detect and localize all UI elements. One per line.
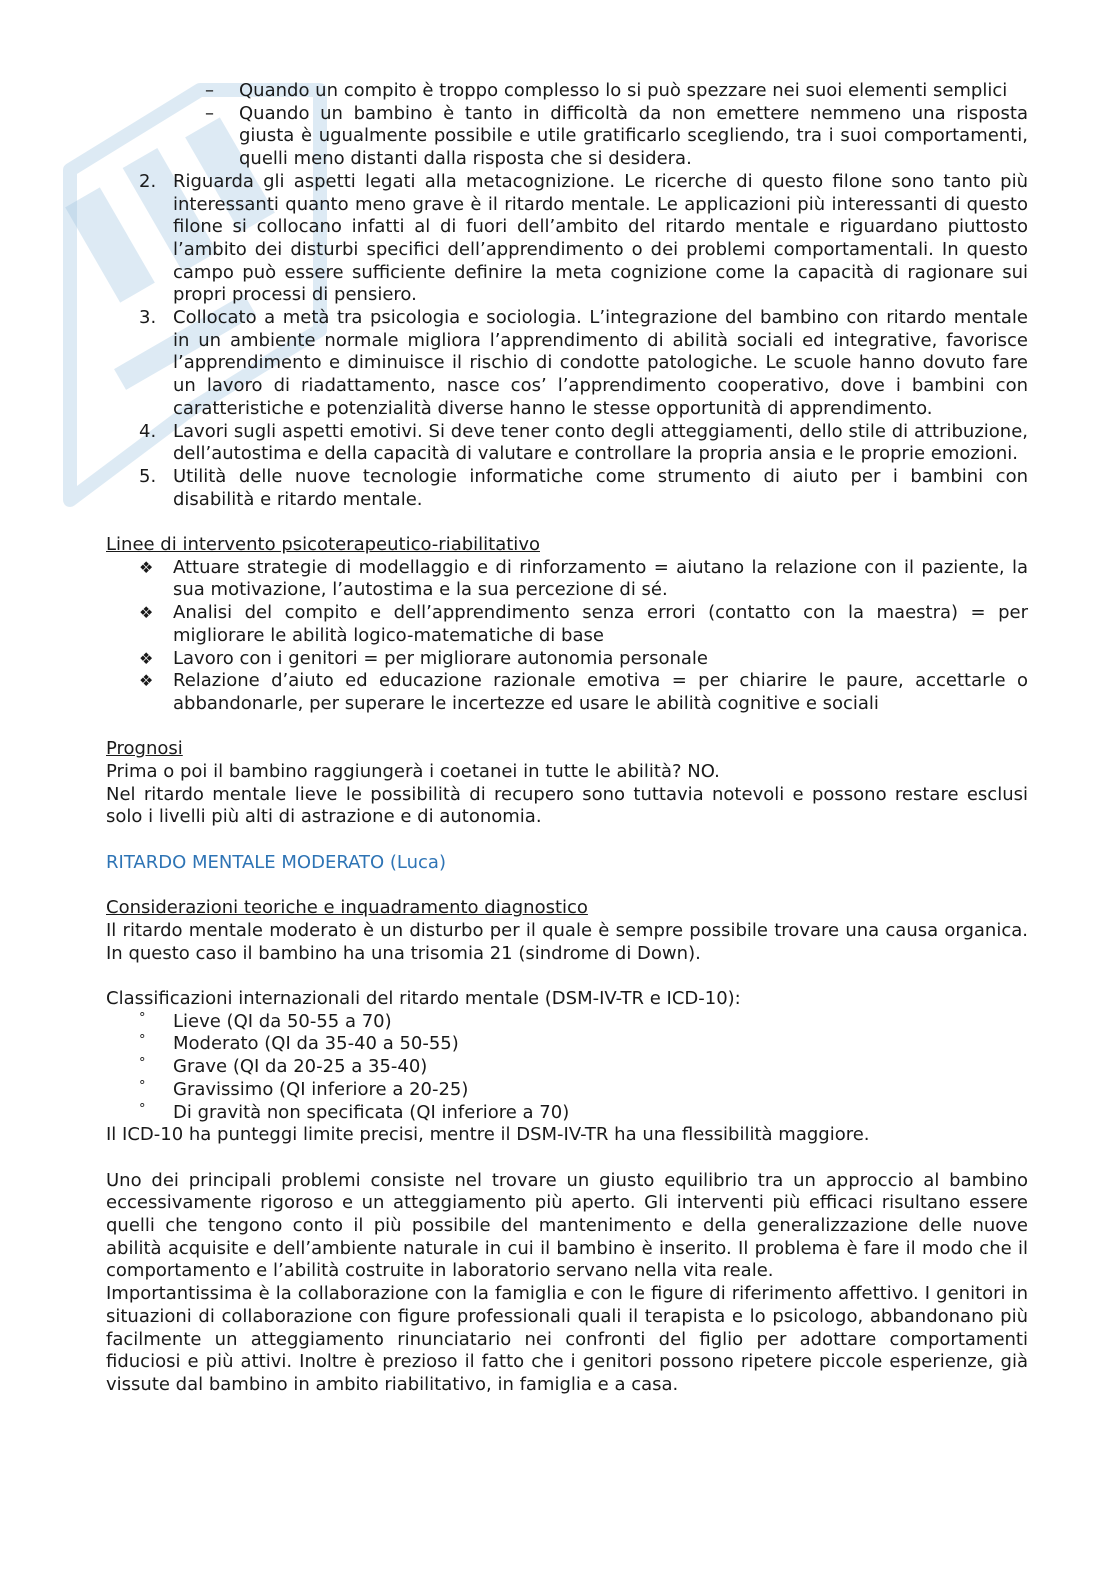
item-number: 5. [139, 465, 157, 487]
classification-note: Il ICD-10 ha punteggi limite precisi, mentre il DSM-IV-TR ha una flessibilità maggiore. [106, 1124, 870, 1146]
item-text: Moderato (QI da 35-40 a 50-55) [173, 1033, 459, 1055]
classification-heading: Classificazioni internazionali del ritardo mentale (DSM-IV-TR e ICD-10): [106, 988, 741, 1010]
item-text: Lieve (QI da 50-55 a 70) [173, 1010, 392, 1032]
item-text: Utilità delle nuove tecnologie informatiche come strumento di aiuto per i bambini con disabilità e ritardo mentale. [173, 465, 1028, 510]
circle-bullet-icon: ° [139, 1033, 146, 1049]
circle-bullet-icon: ° [139, 1078, 146, 1094]
list-item [139, 420, 1028, 466]
item-number: 3. [139, 307, 157, 329]
section-title: RITARDO MENTALE MODERATO (Luca) [106, 851, 446, 873]
numbered-list [106, 171, 1028, 512]
item-text: Relazione d’aiuto ed educazione razionale emotiva = per chiarire le paure, accettarle o abbandonarle, per superare le incertezze ed usare le abilità cognitive e sociali [173, 670, 1028, 714]
item-number: 2. [139, 170, 157, 192]
circle-bullet-icon: ° [139, 1010, 146, 1026]
linee-list [106, 557, 1028, 716]
diamond-bullet-icon: ❖ [139, 671, 154, 691]
item-text: Gravissimo (QI inferiore a 20-25) [173, 1078, 469, 1100]
item-text: Analisi del compito e dell’apprendimento senza errori (contatto con la maestra) = per migliorare le abilità logico-matematiche di base [173, 602, 1028, 646]
prognosi-paragraph: Nel ritardo mentale lieve le possibilità di recupero sono tuttavia notevoli e possono restare esclusi solo i livelli più alti di astrazione e di autonomia. [106, 783, 1028, 828]
item-text: Lavori sugli aspetti emotivi. Si deve tener conto degli atteggiamenti, dello stile di attribuzione, dell’autostima e della capacità di valutare e controllare la propria ansia e le proprie emozioni. [173, 420, 1028, 465]
dash-item-text: Quando un bambino è tanto in difficoltà da non emettere nemmeno una risposta giusta è ugualmente possibile e utile gratificarlo scegliendo, tra i suoi comportamenti, quelli meno distanti dalla risposta che si desidera. [239, 102, 1028, 170]
list-item [205, 80, 1028, 103]
list-item [139, 1101, 1028, 1125]
list-item [139, 1056, 1028, 1079]
circle-bullet-icon: ° [139, 1101, 146, 1117]
list-item [139, 170, 1028, 307]
prognosi-line: Prima o poi il bambino raggiungerà i coetanei in tutte le abilità? NO. [106, 761, 720, 783]
list-item [139, 465, 1028, 511]
list-item [139, 647, 1028, 671]
list-item [139, 556, 1028, 602]
item-text: Grave (QI da 20-25 a 35-40) [173, 1056, 428, 1078]
document-page [106, 80, 1028, 1397]
diamond-bullet-icon: ❖ [139, 557, 154, 577]
item-text: Collocato a metà tra psicologia e sociologia. L’integrazione del bambino con ritardo mentale in un ambiente normale migliora l’apprendimento di abilità sociali ed integrative, favorisce l’apprendimento e diminuisce il rischio di condotte patologiche. Le scuole hanno dovuto fare un lavoro di riadattamento, nasce cos’ l’apprendimento cooperativo, dove i bambini con caratteristiche e potenzialità diverse hanno le stesse opportunità di apprendimento. [173, 307, 1028, 419]
list-item [139, 307, 1028, 421]
dash-bullet-icon: – [205, 102, 214, 124]
dash-bullet-icon: – [205, 80, 214, 101]
list-item [205, 102, 1028, 171]
linee-heading: Linee di intervento psicoterapeutico-riabilitativo [106, 534, 540, 556]
item-text: Attuare strategie di modellaggio e di rinforzamento = aiutano la relazione con il paziente, la sua motivazione, l’autostima e la sua percezione di sé. [173, 556, 1028, 601]
classification-list [106, 1011, 1028, 1125]
item-text: Lavoro con i genitori = per migliorare autonomia personale [173, 647, 708, 669]
dash-list [106, 80, 1028, 171]
item-text: Riguarda gli aspetti legati alla metacognizione. Le ricerche di questo filone sono tanto più interessanti quanto meno grave è il ritardo mentale. Le applicazioni più interessanti di questo filone si collocano infatti al di fuori dell’ambito del ritardo mentale e riguardano piuttosto l’ambito dei disturbi specifici dell’apprendimento o dei problemi comportamentali. In questo campo può essere sufficiente definire la meta cognizione come la capacità di ragionare sui propri processi di pensiero. [173, 170, 1028, 306]
item-number: 4. [139, 420, 157, 442]
circle-bullet-icon: ° [139, 1056, 146, 1072]
diamond-bullet-icon: ❖ [139, 648, 154, 668]
list-item [139, 670, 1028, 715]
body-paragraph: Uno dei principali problemi consiste nel trovare un giusto equilibrio tra un approccio al bambino eccessivamente rigoroso e un atteggiamento più aperto. Gli interventi più efficaci risultano essere quelli che tengono conto il più possibile del mantenimento e della generalizzazione delle nuove abilità acquisite e dell’ambiente naturale in cui il bambino è inserito. Il problema è fare il modo che il comportamento e l’abilità costruite in laboratorio servano nella vita reale. [106, 1169, 1028, 1282]
list-item [139, 1010, 1028, 1034]
intro-paragraph: Il ritardo mentale moderato è un disturbo per il quale è sempre possibile trovare una causa organica. In questo caso il bambino ha una trisomia 21 (sindrome di Down). [106, 919, 1028, 964]
body-paragraph: Importantissima è la collaborazione con la famiglia e con le figure di riferimento affettivo. I genitori in situazioni di collaborazione con figure professionali quali il terapista e lo psicologo, abbandonano più facilmente un atteggiamento rinunciatario nei confronti del figlio per adottare comportamenti fiduciosi e più attivi. Inoltre è prezioso il fatto che i genitori possono ripetere piccole esperienze, già vissute dal bambino in ambito riabilitativo, in famiglia e a casa. [106, 1283, 1028, 1395]
dash-item-text: Quando un compito è troppo complesso lo si può spezzare nei suoi elementi semplici [239, 80, 1008, 101]
list-item [139, 1078, 1028, 1102]
prognosi-heading: Prognosi [106, 738, 183, 760]
diamond-bullet-icon: ❖ [139, 603, 154, 623]
list-item [139, 1033, 1028, 1056]
item-text: Di gravità non specificata (QI inferiore a 70) [173, 1101, 570, 1123]
considerazioni-heading: Considerazioni teoriche e inquadramento diagnostico [106, 897, 588, 919]
list-item [139, 602, 1028, 647]
